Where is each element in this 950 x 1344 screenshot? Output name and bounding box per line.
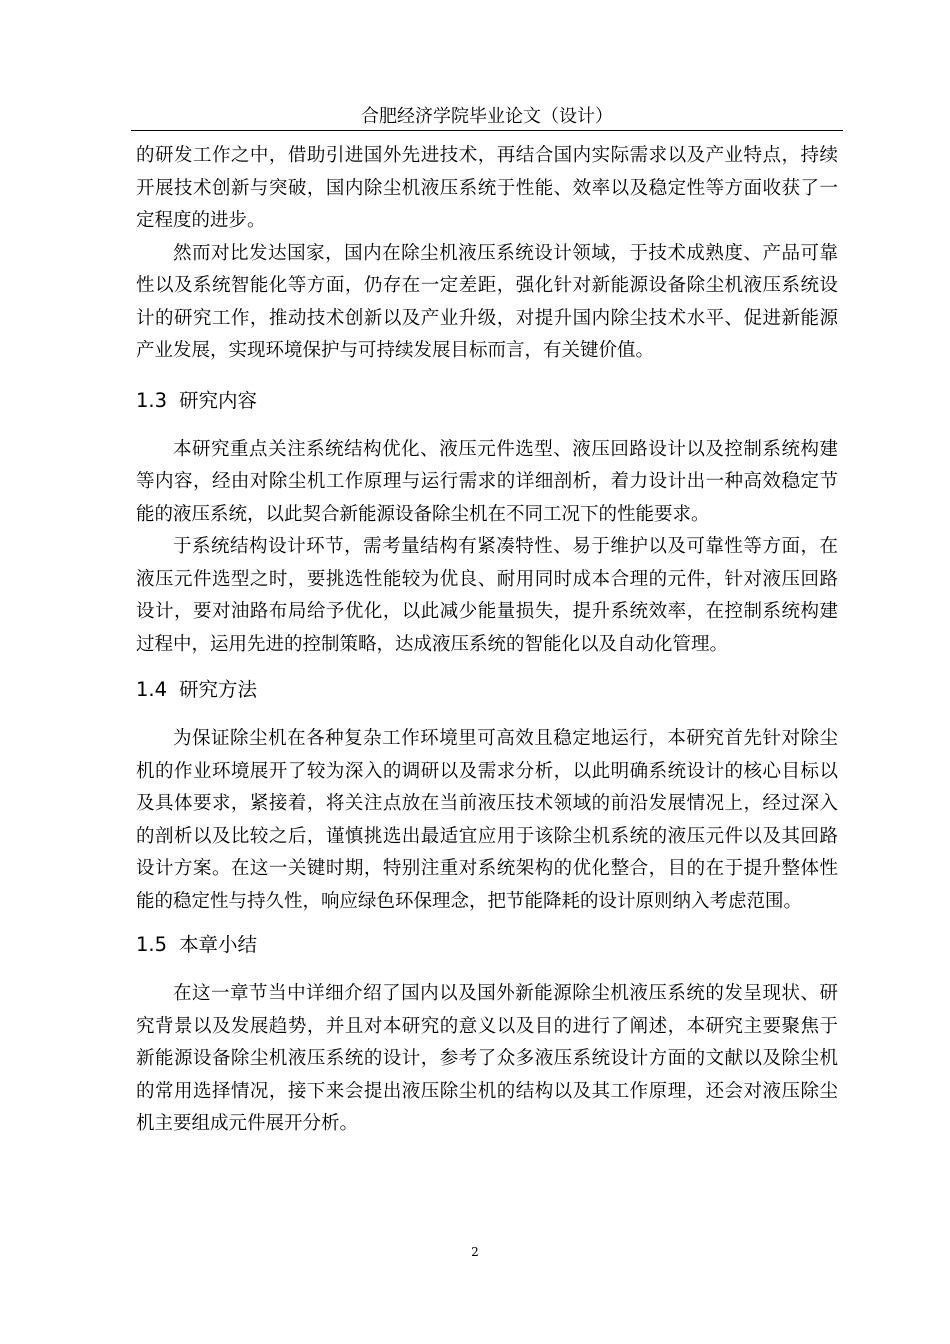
section-heading-1-4 xyxy=(136,675,838,705)
section-title: 本章小结 xyxy=(179,933,258,956)
paragraph: 为保证除尘机在各种复杂工作环境里可高效且稳定地运行，本研究首先针对除尘机的作业环境展开了较为深入的调研以及需求分析，以此明确系统设计的核心目标以及具体要求，紧接着，将关注点放在当前液压技术领域的前沿发展情况上，经过深入的剖析以及比较之后，谨慎挑选出最适宜应用于该除尘机系统的液压元件以及其回路设计方案。在这一关键时期，特别注重对系统架构的优化整合，目的在于提升整体性能的稳定性与持久性，响应绿色环保理念，把节能降耗的设计原则纳入考虑范围。 xyxy=(136,728,838,912)
paragraph: 在这一章节当中详细介绍了国内以及国外新能源除尘机液压系统的发呈现状、研究背景以及发展趋势，并且对本研究的意义以及目的进行了阐述，本研究主要聚焦于新能源设备除尘机液压系统的设计，参考了众多液压系统设计方面的文献以及除尘机的常用选择情况，接下来会提出液压除尘机的结构以及其工作原理，还会对液压除尘机主要组成元件展开分析。 xyxy=(136,983,838,1134)
section-number: 1.5 xyxy=(136,933,168,956)
paragraph: 于系统结构设计环节，需考量结构有紧凑特性、易于维护以及可靠性等方面，在液压元件选型之时，要挑选性能较为优良、耐用同时成本合理的元件，针对液压回路设计，要对油路布局给予优化，以此减少能量损失，提升系统效率，在控制系统构建过程中，运用先进的控制策略，达成液压系统的智能化以及自动化管理。 xyxy=(136,536,838,655)
section-title: 研究内容 xyxy=(179,388,258,412)
header-rule xyxy=(131,130,843,131)
section-number: 1.3 xyxy=(136,388,168,412)
section-heading-1-5 xyxy=(136,930,838,960)
page-number: 2 xyxy=(471,1245,479,1259)
paragraph: 然而对比发达国家，国内在除尘机液压系统设计领域，于技术成熟度、产品可靠性以及系统智能化等方面，仍存在一定差距，强化针对新能源设备除尘机液压系统设计的研究工作，推动技术创新以及产业升级，对提升国内除尘技术水平、促进新能源产业发展，实现环境保护与可持续发展目标而言，有关键价值。 xyxy=(136,242,838,361)
section-number: 1.4 xyxy=(136,678,168,701)
paragraph-continued: 的研发工作之中，借助引进国外先进技术，再结合国内实际需求以及产业特点，持续开展技术创新与突破，国内除尘机液压系统于性能、效率以及稳定性等方面收获了一定程度的进步。 xyxy=(136,145,838,231)
section-title: 研究方法 xyxy=(179,678,258,701)
paragraph: 本研究重点关注系统结构优化、液压元件选型、液压回路设计以及控制系统构建等内容，经由对除尘机工作原理与运行需求的详细剖析，着力设计出一种高效稳定节能的液压系统，以此契合新能源设备除尘机在不同工况下的性能要求。 xyxy=(136,438,838,525)
running-header: 合肥经济学院毕业论文（设计） xyxy=(361,106,613,127)
main-content xyxy=(136,140,838,1141)
section-heading-1-3 xyxy=(136,386,838,416)
